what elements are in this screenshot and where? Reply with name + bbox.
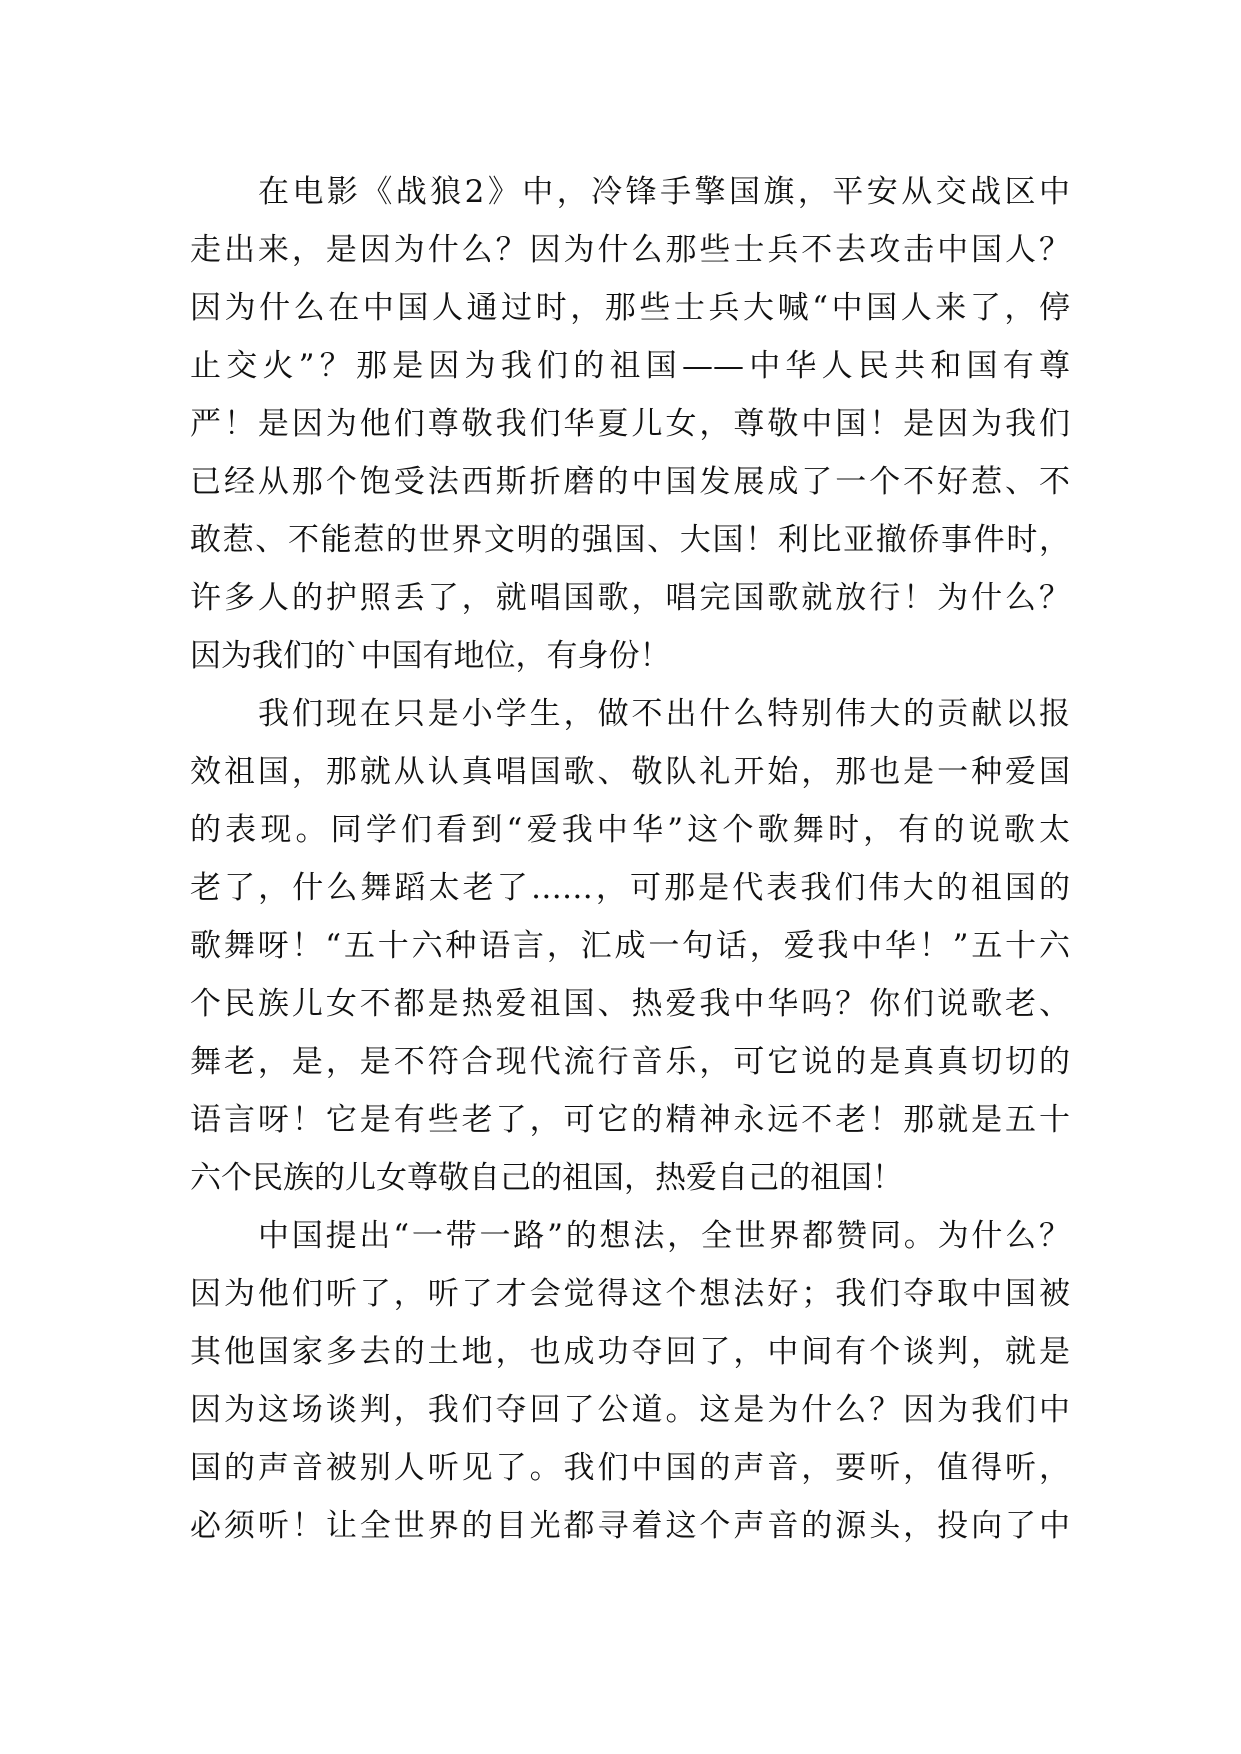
paragraph-1-line-2: 走出来，是因为什么？因为什么那些士兵不去攻击中国人？ [190, 232, 1070, 268]
paragraph-3-line-1: 中国提出“一带一路”的想法，全世界都赞同。为什么？ [258, 1218, 1070, 1254]
paragraph-3-line-5: 国的声音被别人听见了。我们中国的声音，要听，值得听， [190, 1450, 1070, 1486]
paragraph-1-line-4: 止交火”？那是因为我们的祖国——中华人民共和国有尊 [190, 348, 1070, 384]
paragraph-3-line-4: 因为这场谈判，我们夺回了公道。这是为什么？因为我们中 [190, 1392, 1070, 1428]
paragraph-2-line-5: 歌舞呀！“五十六种语言，汇成一句话，爱我中华！”五十六 [190, 928, 1070, 964]
paragraph-2-line-3: 的表现。同学们看到“爱我中华”这个歌舞时，有的说歌太 [190, 812, 1070, 848]
paragraph-2-line-8: 语言呀！它是有些老了，可它的精神永远不老！那就是五十 [190, 1102, 1070, 1138]
paragraph-1-line-7: 敢惹、不能惹的世界文明的强国、大国！利比亚撤侨事件时， [190, 522, 1070, 558]
paragraph-1-line-1: 在电影《战狼2》中，冷锋手擎国旗，平安从交战区中 [258, 174, 1070, 210]
paragraph-1-line-6: 已经从那个饱受法西斯折磨的中国发展成了一个不好惹、不 [190, 464, 1070, 500]
paragraph-2-line-6: 个民族儿女不都是热爱祖国、热爱我中华吗？你们说歌老、 [190, 986, 1070, 1022]
paragraph-2-line-9: 六个民族的儿女尊敬自己的祖国，热爱自己的祖国！ [190, 1160, 903, 1196]
paragraph-2-line-7: 舞老，是，是不符合现代流行音乐，可它说的是真真切切的 [190, 1044, 1070, 1080]
paragraph-3-line-2: 因为他们听了，听了才会觉得这个想法好；我们夺取中国被 [190, 1276, 1070, 1312]
paragraph-1-line-5: 严！是因为他们尊敬我们华夏儿女，尊敬中国！是因为我们 [190, 406, 1070, 442]
paragraph-1-line-3: 因为什么在中国人通过时，那些士兵大喊“中国人来了，停 [190, 290, 1070, 326]
paragraph-1-line-9: 因为我们的`中国有地位，有身份！ [190, 638, 671, 674]
paragraph-3-line-3: 其他国家多去的土地，也成功夺回了，中间有个谈判，就是 [190, 1334, 1070, 1370]
paragraph-1-line-8: 许多人的护照丢了，就唱国歌，唱完国歌就放行！为什么？ [190, 580, 1070, 616]
paragraph-3-line-6: 必须听！让全世界的目光都寻着这个声音的源头，投向了中 [190, 1508, 1070, 1544]
paragraph-2-line-4: 老了，什么舞蹈太老了……，可那是代表我们伟大的祖国的 [190, 870, 1070, 906]
paragraph-2-line-2: 效祖国，那就从认真唱国歌、敬队礼开始，那也是一种爱国 [190, 754, 1070, 790]
paragraph-2-line-1: 我们现在只是小学生，做不出什么特别伟大的贡献以报 [258, 696, 1070, 732]
